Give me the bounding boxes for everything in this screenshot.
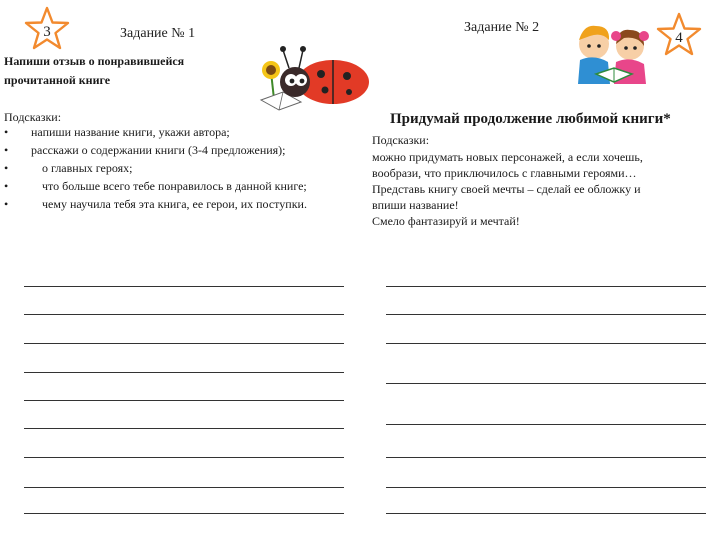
- writing-line: [386, 383, 706, 384]
- writing-line: [386, 513, 706, 514]
- task2-number: 4: [675, 29, 683, 46]
- writing-line: [24, 457, 344, 458]
- writing-line: [386, 314, 706, 315]
- ladybug-reading-illustration: [255, 42, 375, 114]
- writing-line: [386, 424, 706, 425]
- writing-line: [24, 314, 344, 315]
- task2-text-line: Представь книгу своей мечты – сделай ее обложку и: [372, 182, 641, 196]
- hint-item: • чему научила тебя эта книга, ее герои, их поступки.: [4, 197, 312, 212]
- task2-text-line: можно придумать новых персонажей, а если хочешь,: [372, 150, 643, 164]
- task2-text-line: Смело фантазируй и мечтай!: [372, 214, 520, 228]
- hint-item: • расскажи о содержании книги (3-4 предложения);: [4, 143, 354, 158]
- task1-hints-list: [4, 125, 354, 215]
- writing-line: [24, 372, 344, 373]
- task1-heading: Задание № 1: [120, 26, 196, 41]
- task2-text-line: вообрази, что приключилось с главными героями…: [372, 166, 637, 180]
- writing-line: [24, 513, 344, 514]
- task2-text-line: впиши название!: [372, 198, 459, 212]
- hint-item: • напиши название книги, укажи автора;: [4, 125, 354, 140]
- writing-line: [386, 457, 706, 458]
- task2-heading: Задание № 2: [464, 20, 540, 35]
- task1-number: 3: [43, 23, 51, 40]
- writing-line: [24, 343, 344, 344]
- task1-instruction-line1: Напиши отзыв о понравившейся: [4, 54, 185, 68]
- writing-line: [24, 428, 344, 429]
- task1-hints-label: Подсказки:: [4, 110, 62, 124]
- task2-hints-label: Подсказки:: [372, 133, 430, 147]
- task1-number-star: [24, 6, 70, 52]
- task2-hints-text: [372, 149, 717, 229]
- writing-line: [386, 343, 706, 344]
- task2-title: Придумай продолжение любимой книги*: [390, 111, 671, 127]
- writing-line: [24, 286, 344, 287]
- hint-item: • о главных героях;: [4, 161, 354, 176]
- hint-item: • что больше всего тебе понравилось в данной книге;: [4, 179, 312, 194]
- writing-line: [24, 400, 344, 401]
- kids-reading-illustration: [566, 18, 658, 90]
- task1-instruction-line2: прочитанной книге: [4, 73, 111, 87]
- writing-line: [386, 286, 706, 287]
- task2-number-star: [656, 12, 702, 58]
- writing-line: [24, 487, 344, 488]
- writing-line: [386, 487, 706, 488]
